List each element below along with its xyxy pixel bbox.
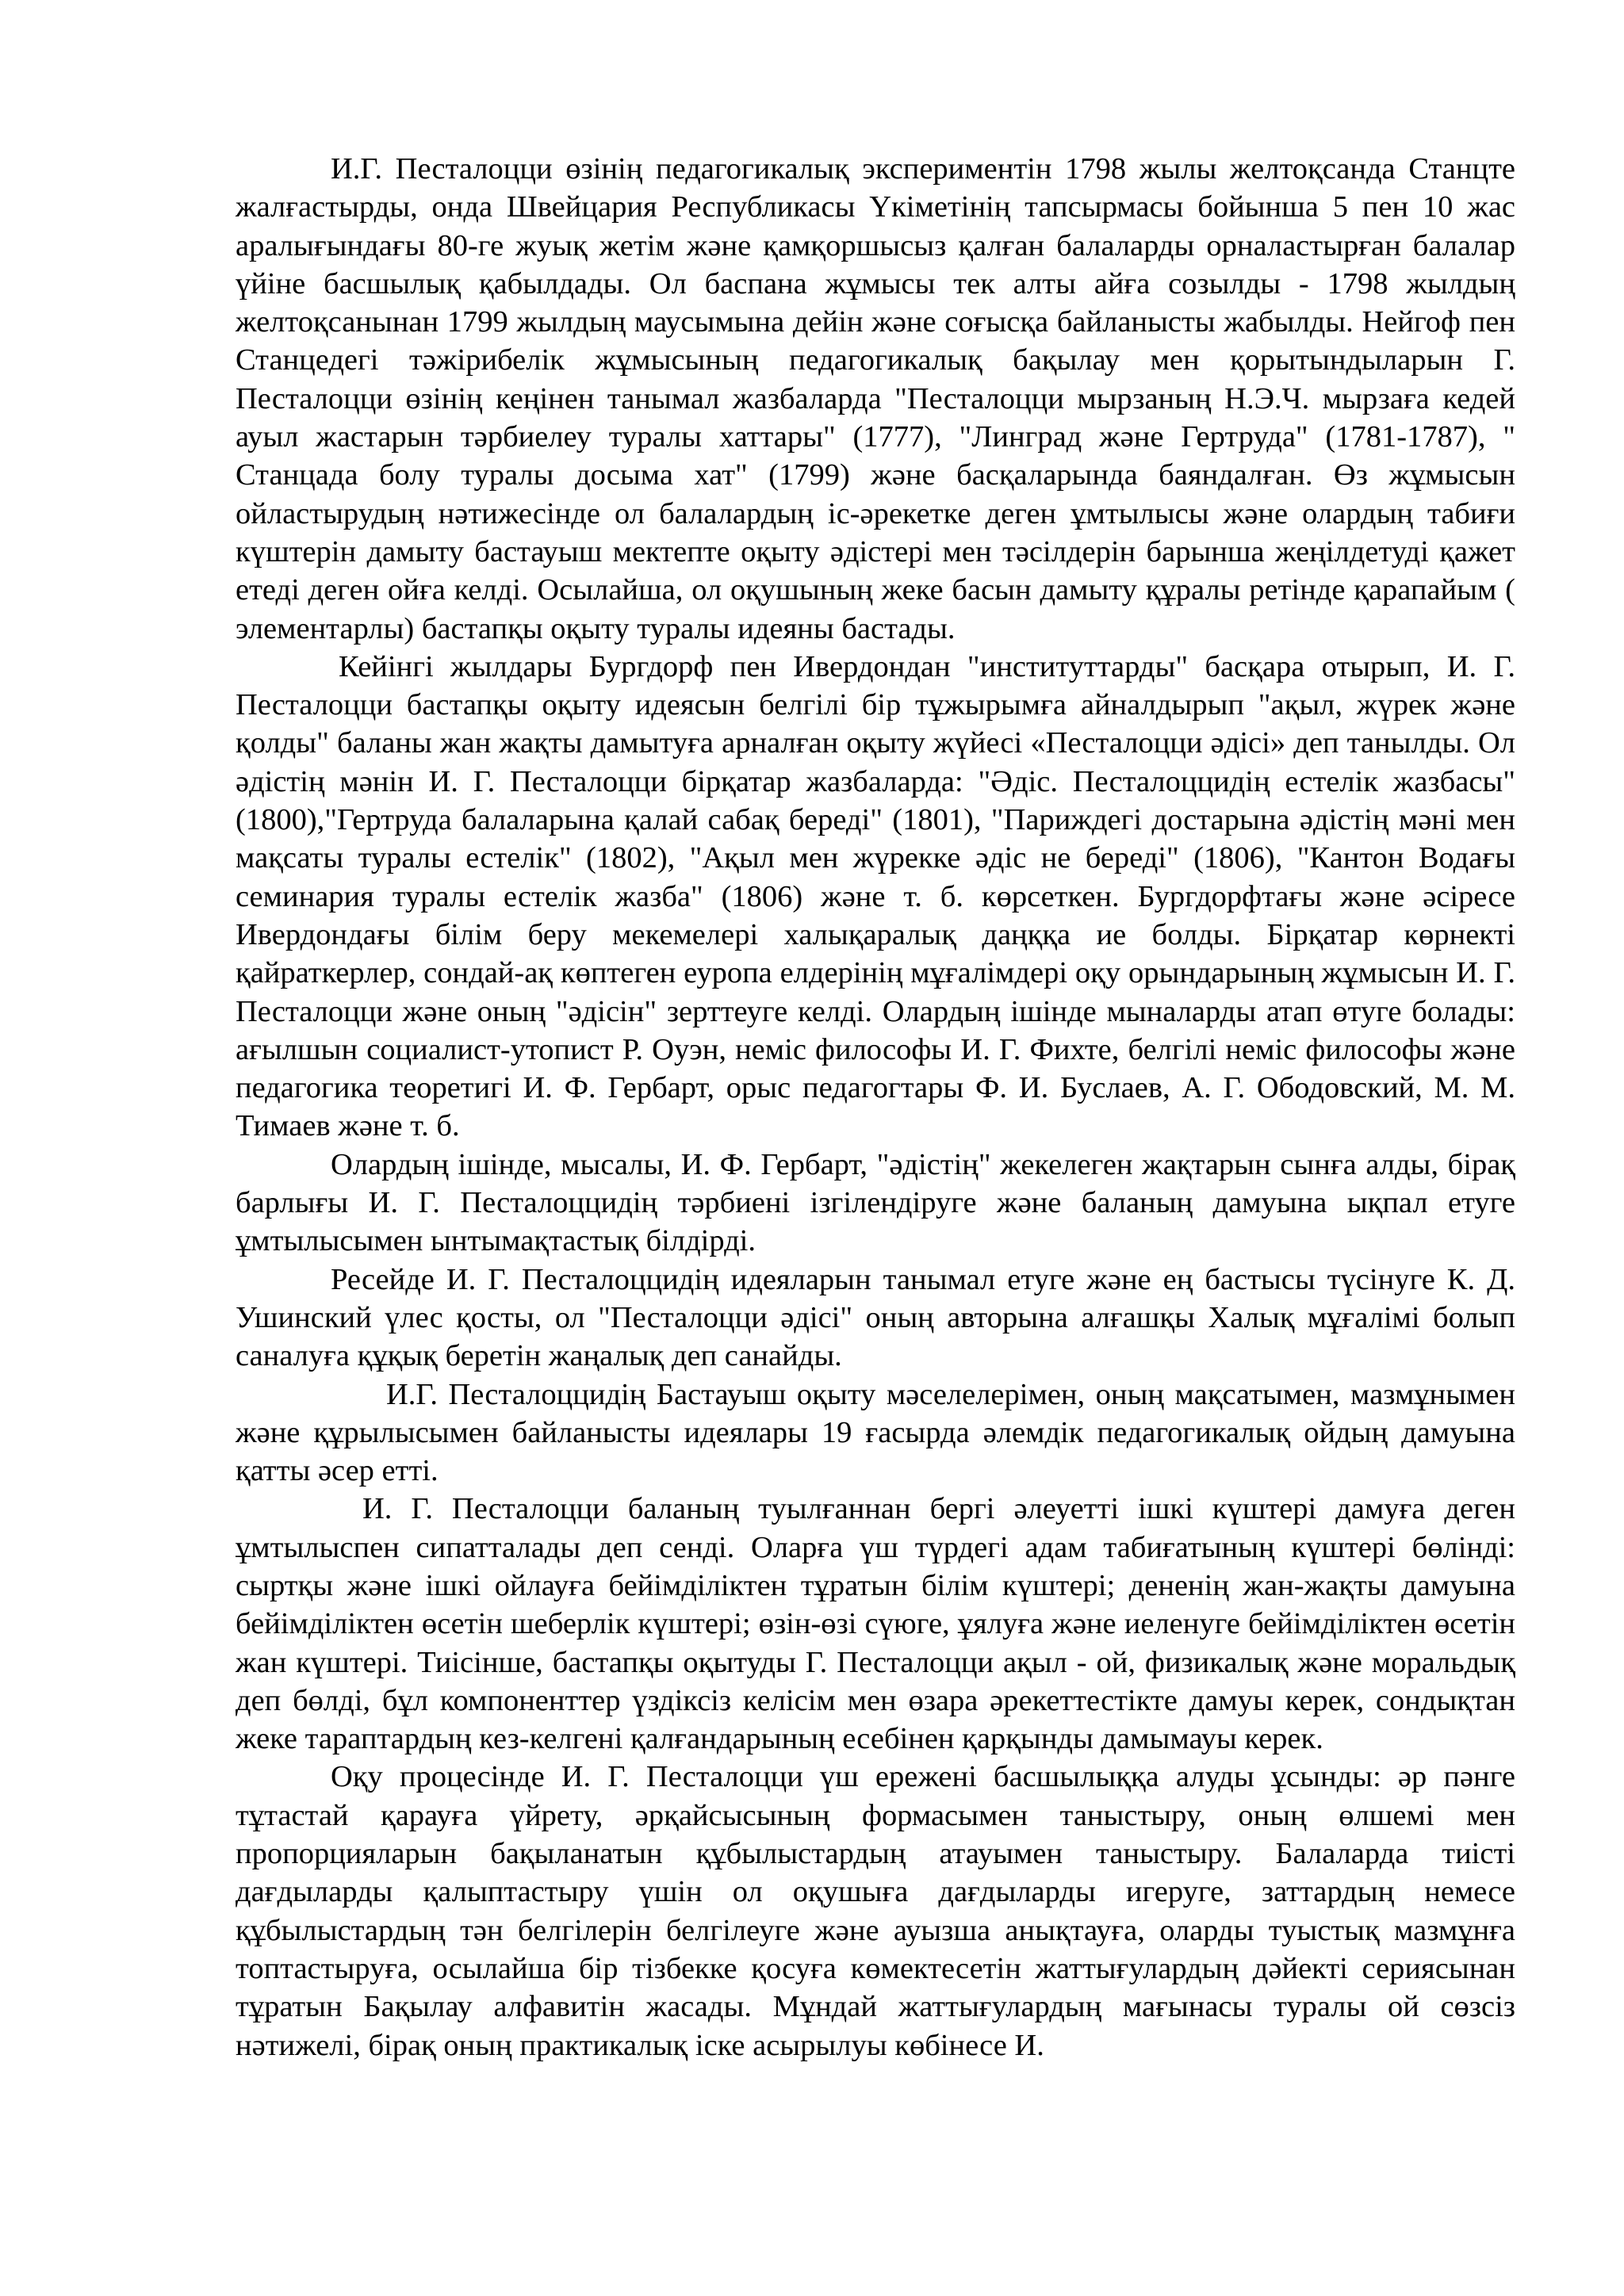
document-body bbox=[236, 150, 1515, 2064]
paragraph-7: Оқу процесінде И. Г. Песталоцци үш ережені басшылыққа алуды ұсынды: әр пәнге тұтастай қарауға үйрету, әрқайсысының формасымен таныстыру, оның өлшемі мен пропорцияларын бақыланатын құбылыстардың атауымен таныстыру. Балаларда тиісті дағдыларды қалыптастыру үшін ол оқушыға дағдыларды игеруге, заттардың немесе құбылыстардың тән белгілерін белгілеуге және ауызша анықтауға, оларды туыстық мазмұнға топтастыруға, осылайша бір тізбекке қосуға көмектесетін жаттығулардың дәйекті сериясынан тұратын Бақылау алфавитін жасады. Мұндай жаттығулардың мағынасы туралы ой сөзсіз нәтижелі, бірақ оның практикалық іске асырылуы көбінесе И. bbox=[236, 1760, 1515, 2062]
paragraph-4: Ресейде И. Г. Песталоццидің идеяларын танымал етуге және ең бастысы түсінуге К. Д. Ушинский үлес қосты, ол "Песталоцци әдісі" оның авторына алғашқы Халық мұғалімі болып саналуға құқық беретін жаңалық деп санайды. bbox=[236, 1262, 1515, 1373]
paragraph-5: И.Г. Песталоццидің Бастауыш оқыту мәселелерімен, оның мақсатымен, мазмұнымен және құрылысымен байланысты идеялары 19 ғасырда әлемдік педагогикалық ойдың дамуына қатты әсер етті. bbox=[236, 1377, 1515, 1488]
paragraph-2: Кейінгі жылдары Бургдорф пен Ивердондан "институттарды" басқара отырып, И. Г. Песталоцци бастапқы оқыту идеясын белгілі бір тұжырымға айналдырып "ақыл, жүрек және қолды" баланы жан жақты дамытуға арналған оқыту жүйесі «Песталоцци әдісі» деп танылды. Ол әдістің мәнін И. Г. Песталоцци бірқатар жазбаларда: "Әдіс. Песталоццидің естелік жазбасы" (1800),"Гертруда балаларына қалай сабақ береді" (1801), "Париждегі достарына әдістің мәні мен мақсаты туралы естелік" (1802), "Ақыл мен жүрекке әдіс не береді" (1806), "Кантон Водағы семинария туралы естелік жазба" (1806) және т. б. көрсеткен. Бургдорфтағы және әсіресе Ивердондағы білім беру мекемелері халықаралық даңққа ие болды. Бірқатар көрнекті қайраткерлер, сондай-ақ көптеген еуропа елдерінің мұғалімдері оқу орындарының жұмысын И. Г. Песталоцци және оның "әдісін" зерттеуге келді. Олардың ішінде мыналарды атап өтуге болады: ағылшын социалист-утопист Р. Оуэн, неміс философы И. Г. Фихте, белгілі неміс философы және педагогика теоретигі И. Ф. Гербарт, орыс педагогтары Ф. И. Буслаев, А. Г. Ободовский, М. М. Тимаев және т. б. bbox=[236, 649, 1515, 1143]
paragraph-1: И.Г. Песталоцци өзінің педагогикалық экспериментін 1798 жылы желтоқсанда Станцте жалғастырды, онда Швейцария Республикасы Үкіметінің тапсырмасы бойынша 5 пен 10 жас аралығындағы 80-ге жуық жетім және қамқоршысыз қалған балаларды орналастырған балалар үйіне басшылық қабылдады. Ол баспана жұмысы тек алты айға созылды - 1798 жылдың желтоқсанынан 1799 жылдың маусымына дейін және соғысқа байланысты жабылды. Нейгоф пен Станцедегі тәжірибелік жұмысының педагогикалық бақылау мен қорытындыларын Г. Песталоцци өзінің кеңінен танымал жазбаларда "Песталоцци мырзаның Н.Э.Ч. мырзаға кедей ауыл жастарын тәрбиелеу туралы хаттары" (1777), "Лингpад және Гертруда" (1781-1787), " Станцада болу туралы досыма хат" (1799) және басқаларында баяндалған. Өз жұмысын ойластырудың нәтижесінде ол балалардың іс-әрекетке деген ұмтылысы және олардың табиғи күштерін дамыту бастауыш мектепте оқыту әдістері мен тәсілдерін барынша жеңілдетуді қажет етеді деген ойға келді. Осылайша, ол оқушының жеке басын дамыту құралы ретінде қарапайым ( элементарлы) бастапқы оқыту туралы идеяны бастады. bbox=[236, 152, 1515, 645]
paragraph-6: И. Г. Песталоцци баланың туылғаннан бергі әлеуетті ішкі күштері дамуға деген ұмтылыспен сипатталады деп сенді. Оларға үш түрдегі адам табиғатының күштері бөлінді: сыртқы және ішкі ойлауға бейімділіктен тұратын білім күштері; дененің жан-жақты дамуына бейімділіктен өсетін шеберлік күштері; өзін-өзі сүюге, ұялуға және иеленуге бейімділіктен өсетін жан күштері. Тиісінше, бастапқы оқытуды Г. Песталоцци ақыл - ой, физикалық және моральдық деп бөлді, бұл компоненттер үздіксіз келісім мен өзара әрекеттестікте дамуы керек, сондықтан жеке тараптардың кез-келгені қалғандарының есебінен қарқынды дамымауы керек. bbox=[236, 1492, 1515, 1756]
paragraph-3: Олардың ішінде, мысалы, И. Ф. Гербарт, "әдістің" жекелеген жақтарын сынға алды, бірақ барлығы И. Г. Песталоццидің тәрбиені ізгілендіруге және баланың дамуына ықпал етуге ұмтылысымен ынтымақтастық білдірді. bbox=[236, 1147, 1515, 1258]
